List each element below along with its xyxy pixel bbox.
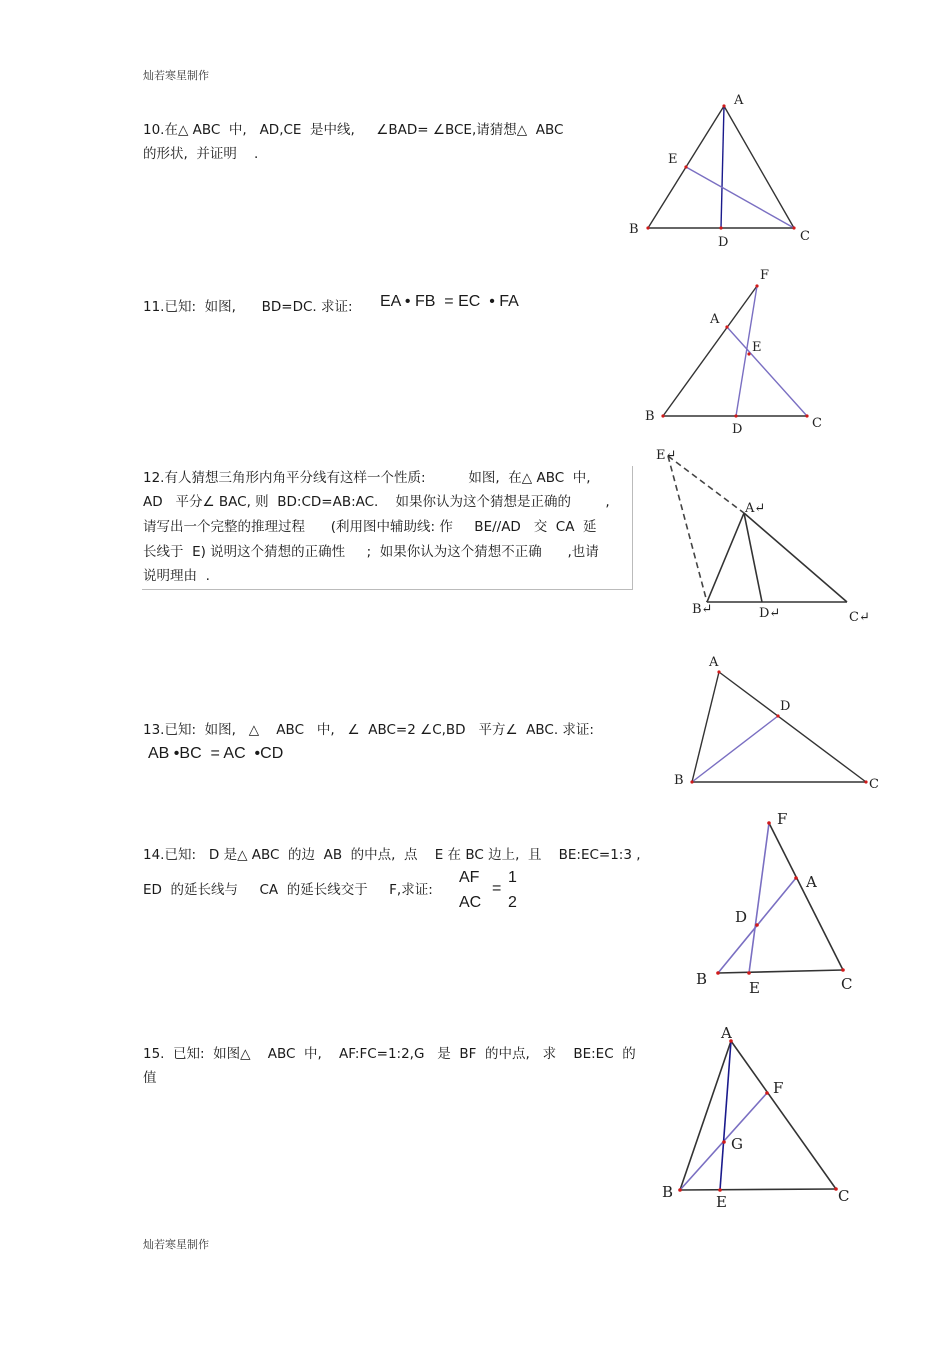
q11-label-c: C: [812, 416, 822, 431]
q10-label-a: A: [734, 93, 744, 108]
q12-text-line3: 请写出一个完整的推理过程 (利用图中辅助线: 作 BE//AD 交 CA 延: [143, 519, 597, 535]
q13-label-a: A: [709, 655, 719, 670]
q14-text-line1: 14.已知: D 是△ ABC 的边 AB 的中点, 点 E 在 BC 边上, 且 BE:EC=1:3 ,: [143, 847, 641, 863]
q15-label-f: F: [773, 1079, 784, 1097]
q12-label-c: C↵: [849, 610, 870, 625]
q14-rhs-numerator: 1: [508, 869, 517, 886]
q14-fraction-denominator: AC: [459, 894, 482, 911]
q14-label-c: C: [841, 975, 853, 993]
q12-text-line2: AD 平分∠ BAC, 则 BD:CD=AB:AC. 如果你认为这个猜想是正确的 ,: [143, 494, 610, 510]
q15-label-e: E: [716, 1193, 727, 1211]
page-footer: 灿若寒星制作: [143, 1238, 209, 1251]
q15-label-c: C: [838, 1187, 850, 1205]
q11-text: 11.已知: 如图, BD=DC. 求证:: [143, 299, 353, 315]
page-header: 灿若寒星制作: [143, 69, 209, 82]
q14-fraction-numerator: AF: [459, 869, 480, 886]
q12-label-b: B↵: [692, 602, 713, 617]
q12-label-e: E↵: [656, 448, 677, 463]
q13-label-c: C: [869, 777, 879, 792]
q10-text-line1: 10.在△ ABC 中, AD,CE 是中线, ∠BAD= ∠BCE,请猜想△ ABC: [143, 122, 564, 138]
q15-triangle: [678, 1039, 838, 1192]
q15-label-a: A: [721, 1024, 732, 1042]
q15-text-line2: 值: [143, 1070, 157, 1086]
q14-label-e: E: [749, 979, 760, 997]
q14-label-b: B: [696, 970, 708, 988]
q11-label-b: B: [645, 409, 655, 424]
q12-text-line4: 长线于 E) 说明这个猜想的正确性 ; 如果你认为这个猜想不正确 ,也请: [143, 544, 599, 560]
q10-text-line2: 的形状, 并证明 .: [143, 146, 259, 162]
q15-label-g: G: [731, 1135, 743, 1153]
q10-label-e: E: [668, 152, 678, 167]
q12-label-d: D↵: [759, 606, 781, 621]
q14-text-line2: ED 的延长线与 CA 的延长线交于 F,求证:: [143, 882, 433, 898]
q12-text-line1: 12.有人猜想三角形内角平分线有这样一个性质: 如图, 在△ ABC 中,: [143, 470, 591, 486]
q12-label-a: A↵: [745, 501, 766, 516]
q13-formula: AB •BC = AC •CD: [148, 745, 284, 762]
q13-label-d: D: [780, 699, 791, 714]
q11-label-d: D: [732, 422, 743, 437]
q10-label-c: C: [800, 229, 810, 244]
q15-label-b: B: [662, 1183, 674, 1201]
q14-label-f: F: [777, 810, 788, 828]
q13-label-b: B: [674, 773, 684, 788]
q13-text-line1: 13.已知: 如图, △ ABC 中, ∠ ABC=2 ∠C,BD 平方∠ ABC. 求证:: [143, 722, 594, 738]
q11-label-f: F: [760, 268, 770, 283]
q14-rhs-denominator: 2: [508, 894, 517, 911]
q11-formula: EA • FB = EC • FA: [380, 293, 519, 310]
q15-text-line1: 15. 已知: 如图△ ABC 中, AF:FC=1:2,G 是 BF 的中点, 求 BE:EC 的: [143, 1046, 636, 1062]
q14-equals-sign: =: [492, 880, 502, 897]
q10-label-d: D: [718, 235, 729, 250]
q11-label-a: A: [710, 312, 720, 327]
q14-label-a: A: [806, 873, 817, 891]
q14-label-d: D: [735, 908, 748, 926]
q10-label-b: B: [629, 222, 639, 237]
q11-label-e: E: [752, 340, 762, 355]
q12-text-line5: 说明理由 .: [143, 568, 210, 584]
